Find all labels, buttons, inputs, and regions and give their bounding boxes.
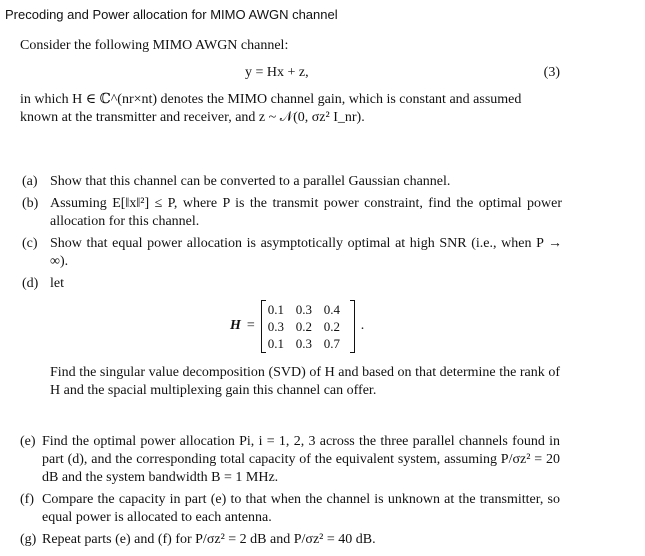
matrix-label: H <box>230 318 241 333</box>
question-part-b <box>22 195 562 231</box>
part-text: Repeat parts (e) and (f) for P/σz² = 2 dB and P/σz² = 40 dB. <box>42 532 376 547</box>
period: . <box>360 318 365 333</box>
part-text: Show that this channel can be converted to a parallel Gaussian channel. <box>50 174 451 189</box>
intro-text: Consider the following MIMO AWGN channel: <box>20 38 289 53</box>
matrix-cell: 0.1 <box>267 335 285 351</box>
part-text: let <box>50 276 64 291</box>
matrix-cell: 0.1 <box>267 301 285 317</box>
matrix-row <box>266 301 350 318</box>
matrix-cell: 0.3 <box>295 335 313 351</box>
matrix-cell: 0.7 <box>323 335 341 351</box>
part-label: (a) <box>22 174 38 189</box>
question-part-f <box>20 491 560 527</box>
question-parts-e-g <box>20 433 560 553</box>
part-label: (e) <box>20 434 36 449</box>
matrix-cell: 0.3 <box>295 301 313 317</box>
equals-sign: = <box>246 318 255 333</box>
question-parts-a-d <box>22 173 562 297</box>
matrix-cell: 0.2 <box>323 318 341 334</box>
equation: y = Hx + z, <box>245 65 309 80</box>
part-label: (f) <box>20 492 34 507</box>
matrix-row <box>266 335 350 352</box>
part-label: (c) <box>22 236 38 251</box>
page-title: Precoding and Power allocation for MIMO AWGN channel <box>5 7 338 22</box>
part-label: (g) <box>20 532 37 547</box>
matrix-cell: 0.4 <box>323 301 341 317</box>
equation-number: (3) <box>543 65 560 80</box>
part-text: Show that equal power allocation is asymptotically optimal at high SNR (i.e., when P → ∞). <box>50 236 562 269</box>
matrix-cell: 0.3 <box>267 318 285 334</box>
question-part-e <box>20 433 560 487</box>
part-text: Find the optimal power allocation Pi, i = 1, 2, 3 across the three parallel channels found in part (d), and the corresponding total capacity of the equivalent system, assuming P/σz² = 20 dB and the system bandwidth B = 1 MHz. <box>42 434 560 485</box>
question-part-a <box>22 173 562 191</box>
svd-question: Find the singular value decomposition (SVD) of H and based on that determine the rank of H and the spacial multiplexing gain this channel can offer. <box>50 365 560 398</box>
matrix-h <box>261 300 355 353</box>
matrix-equation <box>230 298 364 354</box>
part-text: Compare the capacity in part (e) to that when the channel is unknown at the transmitter, so equal power is allocated to each antenna. <box>42 492 560 525</box>
question-part-c <box>22 235 562 271</box>
matrix-cell: 0.2 <box>295 318 313 334</box>
matrix-row <box>266 318 350 335</box>
part-text: Assuming E[‖x‖²] ≤ P, where P is the transmit power constraint, find the optimal power allocation for this channel. <box>50 196 562 229</box>
part-label: (b) <box>22 196 39 211</box>
question-part-g <box>20 531 560 549</box>
question-part-d <box>22 275 562 293</box>
channel-description: in which H ∈ ℂ^(nr×nt) denotes the MIMO channel gain, which is constant and assumed known at the transmitter and receiver, and z ~ 𝒩(0, σz² I_nr). <box>20 92 522 125</box>
part-label: (d) <box>22 276 39 291</box>
